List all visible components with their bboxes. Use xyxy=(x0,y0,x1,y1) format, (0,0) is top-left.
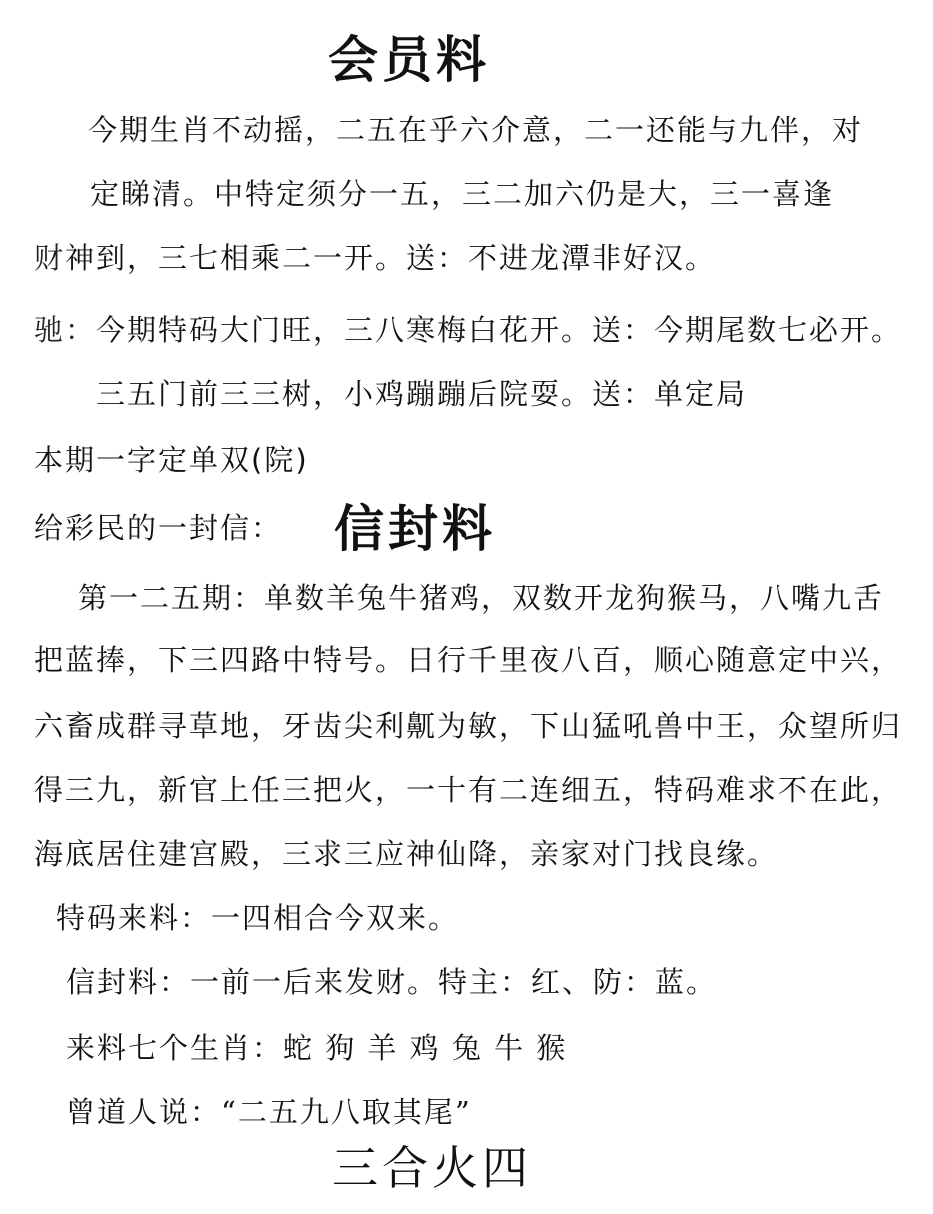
letter-paragraph-line-2: 把蓝捧，下三四路中特号。日行千里夜八百，顺心随意定中兴， xyxy=(34,643,903,677)
member-line-4-prefix: 驰： xyxy=(34,313,97,347)
letter-paragraph-line-5: 海底居住建宫殿，三求三应神仙降，亲家对门找良缘。 xyxy=(34,837,779,871)
member-line-4-text: 今期特码大门旺，三八寒梅白花开。送：今期尾数七必开。 xyxy=(96,313,903,347)
tip-special-code: 特码来料：一四相合今双来。 xyxy=(56,901,460,935)
letter-paragraph-line-1: 第一二五期：单数羊兔牛猪鸡，双数开龙狗猴马，八嘴九舌 xyxy=(78,581,885,615)
letter-paragraph-line-4: 得三九，新官上任三把火，一十有二连细五，特码难求不在此， xyxy=(34,773,903,807)
member-line-4 xyxy=(34,312,902,348)
member-line-3-text: 神到，三七相乘二一开。送：不进龙潭非好汉。 xyxy=(65,241,717,275)
member-line-3-prefix: 财 xyxy=(34,241,66,275)
member-line-2 xyxy=(34,176,834,212)
tip-envelope: 信封料：一前一后来发财。特主：红、防：蓝。 xyxy=(66,965,718,999)
member-line-5: 三五门前三三树，小鸡蹦蹦后院耍。送：单定局 xyxy=(96,377,748,411)
tip-zodiacs: 来料七个生肖：蛇 狗 羊 鸡 兔 牛 猴 xyxy=(66,1031,568,1065)
letter-intro: 给彩民的一封信： xyxy=(34,511,283,545)
letter-section-title: 信封料 xyxy=(334,500,497,558)
letter-paragraph-line-3: 六畜成群寻草地，牙齿尖利鼿为敏，下山猛吼兽中王，众望所归 xyxy=(34,709,903,743)
letter-intro-line xyxy=(34,500,497,558)
member-line-6: 本期一字定单双(院) xyxy=(34,443,309,477)
member-line-3 xyxy=(34,240,716,276)
member-line-1: 今期生肖不动摇，二五在乎六介意，二一还能与九伴，对 xyxy=(88,113,864,147)
tip-zeng-daoren: 曾道人说：“二五九八取其尾” xyxy=(66,1095,472,1129)
footer-title: 三合火四 xyxy=(332,1141,532,1195)
member-line-2-text: 定睇清。中特定须分一五，三二加六仍是大，三一喜逢 xyxy=(90,177,835,211)
member-section-title: 会员料 xyxy=(328,31,490,89)
